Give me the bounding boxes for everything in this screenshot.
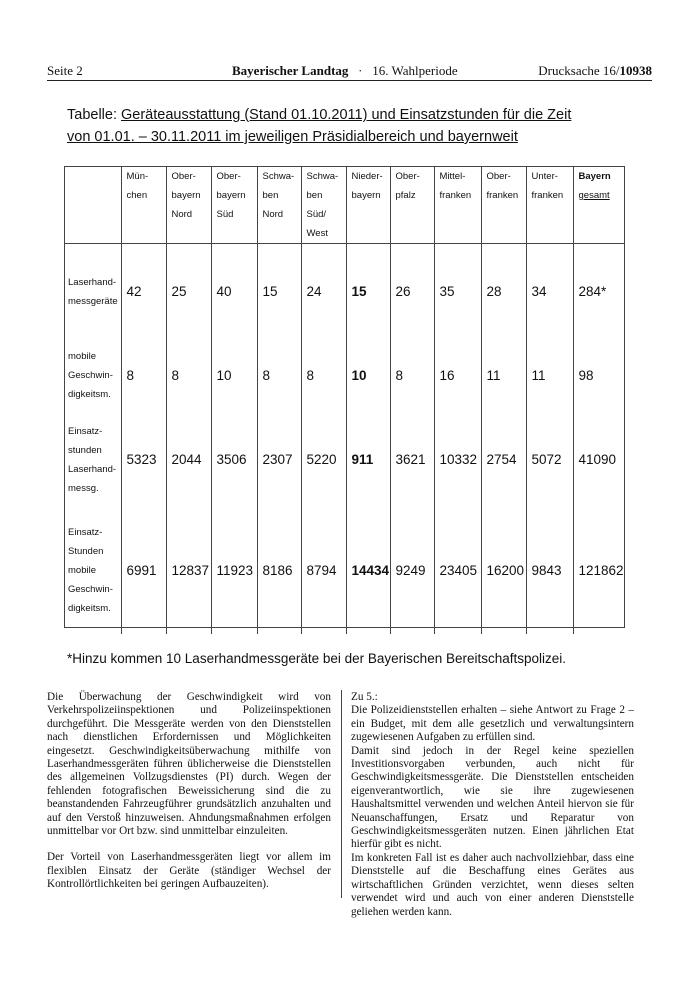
row-label-line: Stunden bbox=[68, 546, 104, 557]
table-cell: 15 bbox=[257, 244, 301, 340]
right-heading: Zu 5.: bbox=[351, 691, 378, 703]
column-header bbox=[434, 166, 481, 244]
column-header bbox=[390, 166, 434, 244]
table-cell: 8 bbox=[166, 340, 211, 412]
table-title bbox=[67, 104, 667, 148]
table-row bbox=[64, 340, 625, 412]
column-header-line: Süd/ bbox=[306, 209, 327, 220]
column-header-line bbox=[396, 205, 434, 224]
title-line-1-text: Geräteausstattung (Stand 01.10.2011) und Einsatzstunden für die Zeit bbox=[121, 107, 572, 123]
table-cell: 5072 bbox=[526, 412, 573, 508]
row-label bbox=[64, 340, 121, 412]
table-cell: 28 bbox=[481, 244, 526, 340]
column-header bbox=[573, 166, 625, 244]
table-cell: 6991 bbox=[121, 508, 166, 634]
column-header-line: pfalz bbox=[395, 190, 416, 201]
table-cell: 98 bbox=[573, 340, 625, 412]
table-cell: 8 bbox=[121, 340, 166, 412]
table-cell: 23405 bbox=[434, 508, 481, 634]
header-corner bbox=[64, 166, 121, 244]
table-cell: 2754 bbox=[481, 412, 526, 508]
table-cell: 11 bbox=[526, 340, 573, 412]
page-number: Seite 2 bbox=[47, 63, 83, 78]
column-header-line bbox=[352, 205, 390, 224]
column-header-line bbox=[127, 205, 166, 224]
table-cell: 40 bbox=[211, 244, 257, 340]
drucksache-number: 10938 bbox=[619, 63, 652, 78]
table-cell: 15 bbox=[346, 244, 390, 340]
column-header bbox=[166, 166, 211, 244]
period: 16. Wahlperiode bbox=[372, 63, 458, 78]
row-label-line: Einsatz- bbox=[68, 527, 103, 538]
row-label bbox=[64, 244, 121, 340]
table-cell: 42 bbox=[121, 244, 166, 340]
column-header bbox=[121, 166, 166, 244]
equipment-table bbox=[64, 166, 625, 634]
table-cell: 16200 bbox=[481, 508, 526, 634]
drucksache bbox=[538, 63, 652, 79]
column-header-line bbox=[532, 205, 573, 224]
row-label-line: mobile bbox=[68, 565, 96, 576]
table-cell: 2307 bbox=[257, 412, 301, 508]
body-right-column bbox=[351, 691, 634, 919]
table-cell: 3621 bbox=[390, 412, 434, 508]
table-cell: 9843 bbox=[526, 508, 573, 634]
column-header-line bbox=[532, 224, 573, 243]
table-cell: 2044 bbox=[166, 412, 211, 508]
row-label bbox=[64, 508, 121, 634]
column-header-line: Ober- bbox=[486, 171, 511, 182]
table-cell: 911 bbox=[346, 412, 390, 508]
table-cell: 11 bbox=[481, 340, 526, 412]
column-header-line: Mün- bbox=[126, 171, 149, 182]
column-header-line: Schwa- bbox=[306, 171, 339, 182]
separator: · bbox=[358, 63, 363, 78]
column-header-line: Mittel- bbox=[439, 171, 466, 182]
table-cell: 35 bbox=[434, 244, 481, 340]
table-cell: 5220 bbox=[301, 412, 346, 508]
drucksache-label: Drucksache 16/ bbox=[538, 63, 620, 78]
table-cell: 25 bbox=[166, 244, 211, 340]
table-cell: 121862 bbox=[573, 508, 625, 634]
column-header-line bbox=[579, 224, 626, 243]
table-cell: 12837 bbox=[166, 508, 211, 634]
table-cell: 10 bbox=[211, 340, 257, 412]
column-header-line bbox=[127, 224, 166, 243]
table-cell: 8 bbox=[301, 340, 346, 412]
right-paragraph-3: Im konkreten Fall ist es daher auch nachvollziehbar, dass eine Dienststelle auf die Beschaffung eines Gerätes aus wirtschaftlichen Gründen verzichtet, wenn dieses selten verwendet wird und auch von einer anderen Dienststelle geliehen werden kann. bbox=[351, 851, 634, 918]
column-header-line: Nord bbox=[171, 209, 193, 220]
table-cell: 8186 bbox=[257, 508, 301, 634]
row-label-line: mobile bbox=[68, 351, 96, 362]
row-label-line: Geschwin- bbox=[68, 370, 113, 381]
right-paragraph-1: Die Polizeidienststellen erhalten – siehe Antwort zu Frage 2 – ein Budget, mit dem alle gesetzlich und verwaltungsintern zugewiesenen Aufgaben zu erfüllen sind. bbox=[351, 704, 634, 744]
table-cell: 5323 bbox=[121, 412, 166, 508]
row-label-line: Laserhand- bbox=[68, 276, 117, 288]
column-header-line: Nieder- bbox=[351, 171, 383, 182]
column-header bbox=[346, 166, 390, 244]
column-header-line: Unter- bbox=[531, 171, 558, 182]
column-header-line: Schwa- bbox=[262, 171, 295, 182]
table-row bbox=[64, 412, 625, 508]
column-header bbox=[481, 166, 526, 244]
table-cell: 34 bbox=[526, 244, 573, 340]
right-paragraph-2: Damit sind jedoch in der Regel keine speziellen Investitionsvorgaben verbunden, auch nicht für Geschwindigkeitsmessgeräte. Die Dienststellen entscheiden eigenverantwortlich, wie sie ihre zugewiesenen Haushaltsmittel verwenden und welchen Anteil hiervon sie für Neuanschaffungen, Ersatz und Reparatur von Geschwindigkeitsmessgeräten nutzen. Einen jährlichen Etat hierfür gibt es nicht. bbox=[351, 744, 634, 851]
table-cell: 3506 bbox=[211, 412, 257, 508]
column-header-line: franken bbox=[439, 190, 472, 201]
footnote: *Hinzu kommen 10 Laserhandmessgeräte bei der Bayerischen Bereitschaftspolizei. bbox=[67, 651, 567, 666]
table-cell: 10332 bbox=[434, 412, 481, 508]
table-row bbox=[64, 508, 625, 634]
column-header bbox=[211, 166, 257, 244]
column-header-line: bayern bbox=[216, 190, 246, 201]
column-header-line bbox=[263, 224, 301, 243]
column-header-line bbox=[396, 224, 434, 243]
publication-info bbox=[232, 63, 458, 79]
table-cell: 24 bbox=[301, 244, 346, 340]
column-header-line: Bayern bbox=[578, 171, 611, 182]
table-cell: 11923 bbox=[211, 508, 257, 634]
row-label-line: messgeräte bbox=[68, 295, 118, 307]
column-header-line: Ober- bbox=[216, 171, 241, 182]
table-row bbox=[64, 244, 625, 340]
table-cell: 9249 bbox=[390, 508, 434, 634]
table-cell: 14434 bbox=[346, 508, 390, 634]
column-header-line bbox=[217, 224, 257, 243]
row-label-line: Laserhand- bbox=[68, 463, 117, 475]
column-header bbox=[526, 166, 573, 244]
column-header-line bbox=[579, 205, 626, 224]
column-header-line bbox=[352, 224, 390, 243]
column-header-line: bayern bbox=[171, 190, 201, 201]
column-divider bbox=[341, 690, 342, 898]
column-header-line: bayern bbox=[351, 190, 381, 201]
table-cell: 41090 bbox=[573, 412, 625, 508]
column-header-line bbox=[487, 205, 526, 224]
column-header-line bbox=[487, 224, 526, 243]
org-name: Bayerischer Landtag bbox=[232, 63, 349, 78]
table-cell: 10 bbox=[346, 340, 390, 412]
column-header-line: ben bbox=[262, 190, 279, 201]
column-header-line bbox=[440, 224, 481, 243]
row-label-line: stunden bbox=[68, 444, 102, 456]
row-label-line: Einsatz- bbox=[68, 425, 103, 437]
column-header-line: Süd bbox=[216, 209, 234, 220]
column-header-line bbox=[172, 224, 211, 243]
table-cell: 16 bbox=[434, 340, 481, 412]
column-header-line: Ober- bbox=[395, 171, 420, 182]
body-left-column bbox=[47, 691, 331, 892]
row-label bbox=[64, 412, 121, 508]
row-label-line: digkeitsm. bbox=[68, 603, 111, 614]
left-paragraph-2: Der Vorteil von Laserhandmessgeräten liegt vor allem im flexiblen Einsatz der Geräte (ständiger Wechsel der Kontrollörtlichkeiten bei geringen Aufbauzeiten). bbox=[47, 851, 331, 891]
column-header-line: franken bbox=[486, 190, 519, 201]
column-header-line: Ober- bbox=[171, 171, 196, 182]
row-label-line: Geschwin- bbox=[68, 584, 113, 595]
left-paragraph-1: Die Überwachung der Geschwindigkeit wird von Verkehrspolizeiinspektionen und Polizeiinspektionen durchgeführt. Die Messgeräte werden von den Dienststellen nach dienstlichen Erfordernissen und Möglichkeiten eingesetzt. Geschwindigkeitsüberwachung mithilfe von Laserhandmessgeräten führen üblicherweise die Dienststellen des allgemeinen Vollzugsdienstes (PI) durch. Wegen der fehlenden fotografischen Beweissicherung sind die zu beanstandenden Fahrzeugführer grundsätzlich anzuhalten und auf den Verstoß hinzuweisen. Ahndungsmaßnahmen erfolgen unmittelbar vor Ort bzw. sind unmittelbar einzuleiten. bbox=[47, 691, 331, 838]
title-line-2-text: von 01.01. – 30.11.2011 im jeweiligen Präsidialbereich und bayernweit bbox=[67, 129, 518, 145]
column-header-line: West bbox=[306, 228, 328, 239]
header-rule bbox=[47, 80, 652, 81]
column-header-line bbox=[440, 205, 481, 224]
title-line-2 bbox=[67, 126, 667, 148]
column-header-line: chen bbox=[126, 190, 148, 201]
column-header-line: Nord bbox=[262, 209, 284, 220]
column-header bbox=[257, 166, 301, 244]
title-line-1: Tabelle: Geräteausstattung (Stand 01.10.2011) und Einsatzstunden für die Zeit bbox=[67, 107, 572, 123]
row-label-line: digkeitsm. bbox=[68, 389, 111, 400]
row-label-line: messg. bbox=[68, 482, 99, 494]
column-header-line: gesamt bbox=[578, 190, 610, 201]
table-cell: 8 bbox=[257, 340, 301, 412]
table-cell: 8794 bbox=[301, 508, 346, 634]
column-header bbox=[301, 166, 346, 244]
table-header-row bbox=[64, 166, 625, 244]
table-cell: 26 bbox=[390, 244, 434, 340]
table-cell: 8 bbox=[390, 340, 434, 412]
column-header-line: franken bbox=[531, 190, 564, 201]
column-header-line: ben bbox=[306, 190, 323, 201]
table-cell: 284* bbox=[573, 244, 625, 340]
